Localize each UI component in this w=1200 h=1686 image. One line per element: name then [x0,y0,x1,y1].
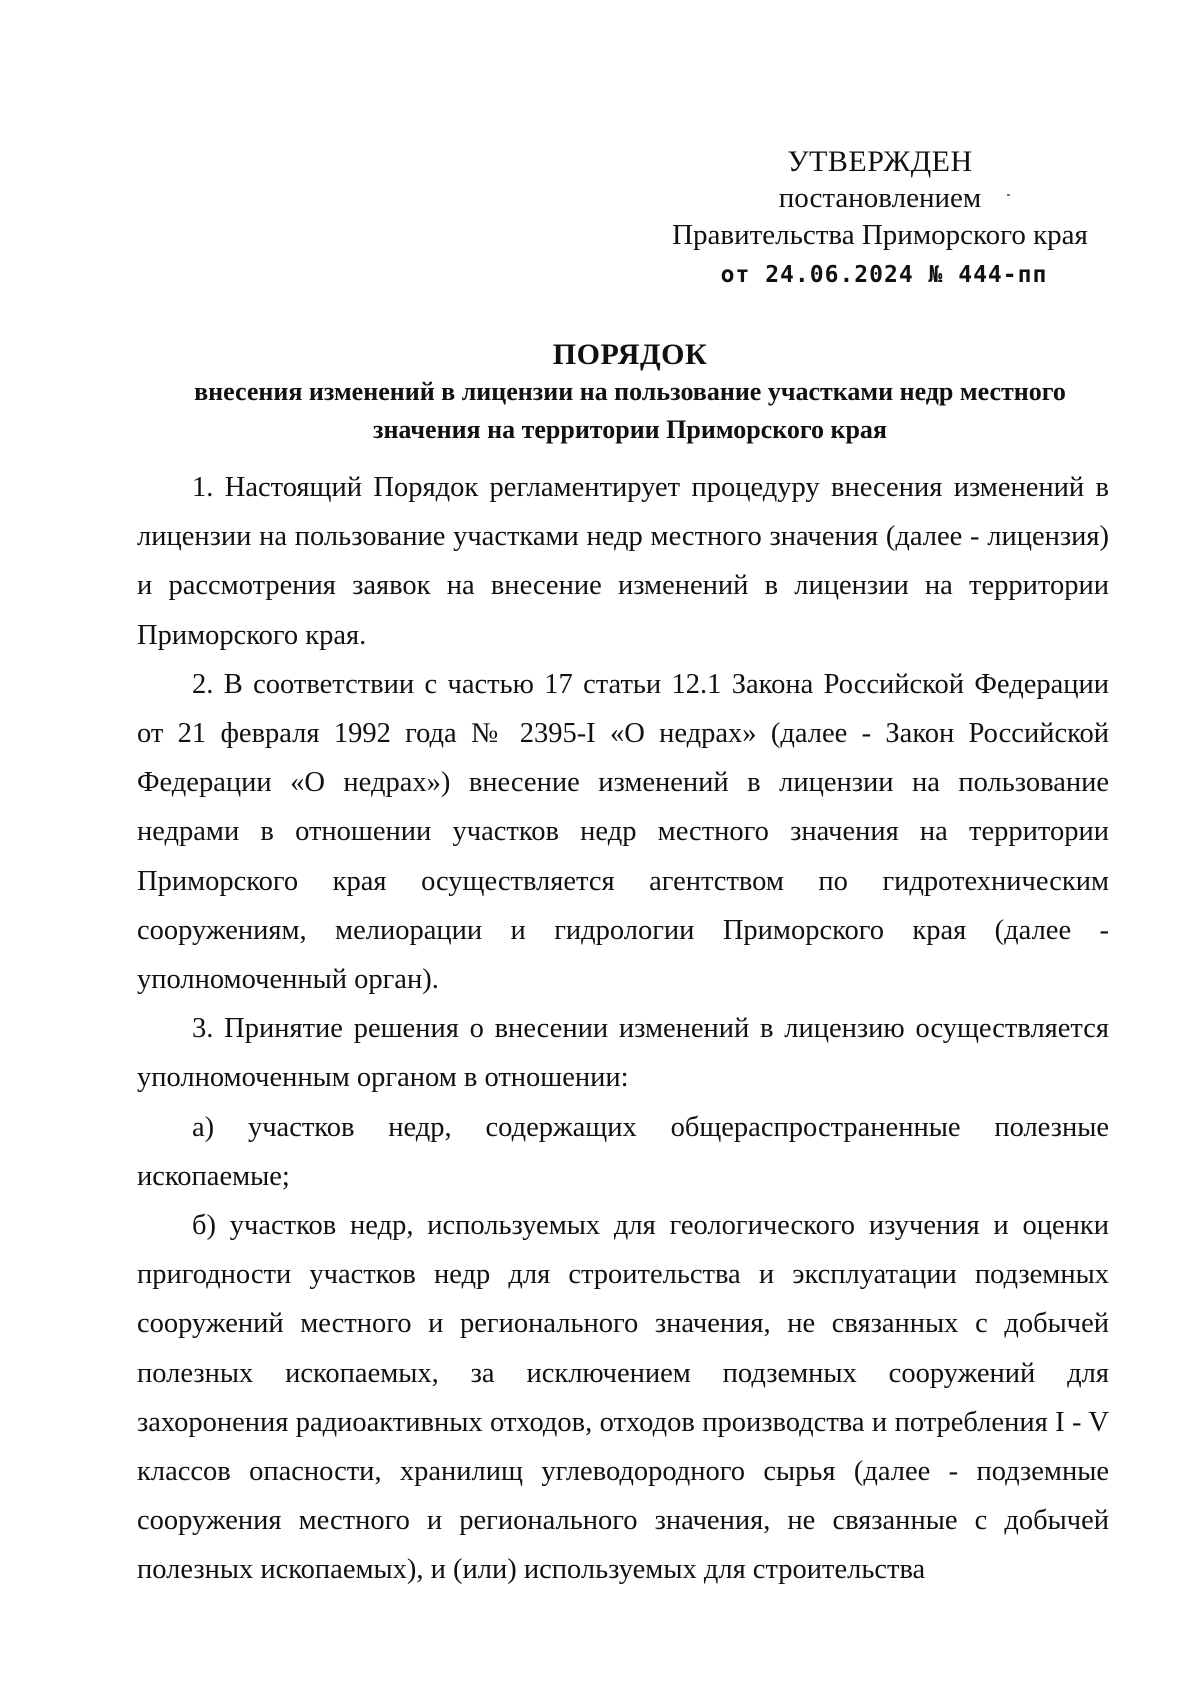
resolution-label: постановлением [778,182,982,214]
document-body [137,463,1109,1595]
title-subtitle-line-2: значения на территории Приморского края [373,415,887,444]
title-main: ПОРЯДОК [552,338,708,371]
scan-speck [1007,194,1010,196]
resolution-reference: от 24.06.2024 № 444-пп [720,262,1048,288]
paragraph-3a: а) участков недр, содержащих общераспространенные полезные ископаемые; [137,1111,1109,1192]
paragraph-1: 1. Настоящий Порядок регламентирует процедуру внесения изменений в лицензии на пользование участками недр местного значения (далее - лицензия) и рассмотрения заявок на внесение изменений в лицензии на территории Приморского края. [137,472,1109,651]
paragraph-3: 3. Принятие решения о внесении изменений в лицензию осуществляется уполномоченным органом в отношении: [137,1013,1109,1094]
paragraph-2: 2. В соответствии с частью 17 статьи 12.1 Закона Российской Федерации от 21 февраля 1992 года № 2395-I «О недрах» (далее - Закон Российской Федерации «О недрах») внесение изменений в лицензии на пользование недрами в отношении участков недр местного значения на территории Приморского края осуществляется агентством по гидротехническим сооружениям, мелиорации и гидрологии Приморского края (далее - уполномоченный орган). [137,668,1109,996]
title-subtitle-line-1: внесения изменений в лицензии на пользование участками недр местного [194,377,1066,406]
authority-label: Правительства Приморского края [672,219,1088,251]
document-title [130,337,1130,449]
paragraph-3b: б) участков недр, используемых для геологического изучения и оценки пригодности участков недр для строительства и эксплуатации подземных сооружений местного и регионального значения, не связанных с добычей полезных ископаемых, за исключением подземных сооружений для захоронения радиоактивных отходов, отходов производства и потребления I - V классов опасности, хранилищ углеводородного сырья (далее - подземные сооружения местного и регионального значения, не связанные с добычей полезных ископаемых), и (или) используемых для строительства [137,1210,1109,1586]
approved-label: УТВЕРЖДЕН [787,145,973,178]
approval-stamp [660,143,1100,294]
